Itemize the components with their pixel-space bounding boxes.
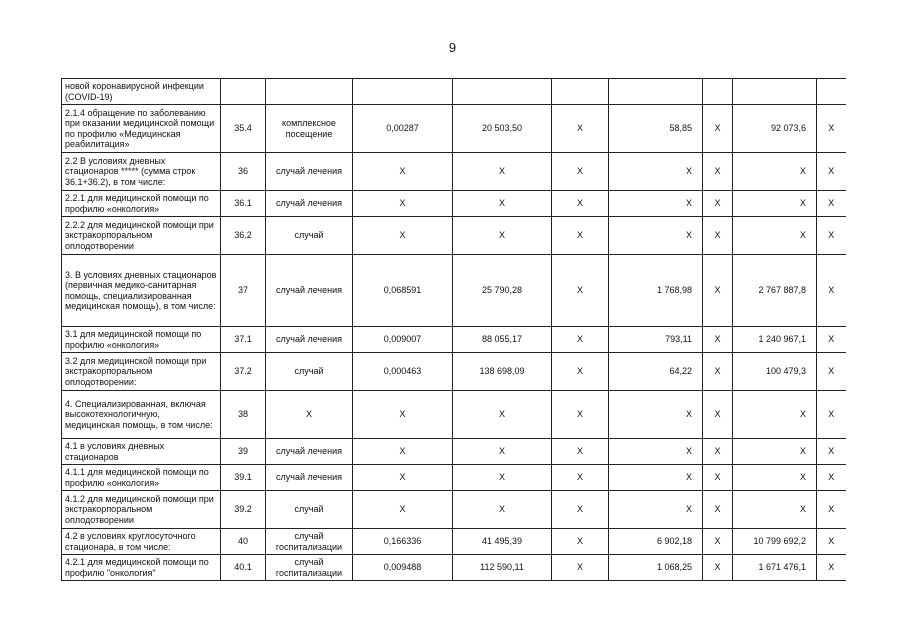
table-row	[62, 555, 846, 581]
row-name: 3.2 для медицинской помощи при экстракорпоральном оплодотворении:	[62, 353, 221, 391]
row-name: 2.2.1 для медицинской помощи по профилю «онкология»	[62, 191, 221, 217]
row-unit: случай	[266, 353, 353, 391]
table-row	[62, 391, 846, 439]
row-mark-1: X	[552, 353, 609, 391]
row-mark-1: X	[552, 439, 609, 465]
row-unit: комплексное посещение	[266, 105, 353, 153]
row-mark-2: X	[703, 255, 733, 327]
row-name: 4. Специализированная, включая высокотехнологичную, медицинская помощь, в том числе:	[62, 391, 221, 439]
row-value-1: X	[353, 191, 453, 217]
row-mark-2: X	[703, 391, 733, 439]
row-value-2: X	[453, 153, 552, 191]
row-value-1: X	[353, 217, 453, 255]
row-value-2: 25 790,28	[453, 255, 552, 327]
row-value-2: X	[453, 465, 552, 491]
row-mark-3: X	[817, 529, 846, 555]
row-name: 2.2.2 для медицинской помощи при экстракорпоральном оплодотворении	[62, 217, 221, 255]
row-value-4	[733, 79, 817, 105]
row-mark-1: X	[552, 491, 609, 529]
table-body	[62, 79, 846, 581]
row-value-1: 0,009488	[353, 555, 453, 581]
row-mark-2: X	[703, 439, 733, 465]
row-unit: X	[266, 391, 353, 439]
row-value-1: 0,000463	[353, 353, 453, 391]
row-mark-1: X	[552, 391, 609, 439]
row-value-3: 6 902,18	[609, 529, 703, 555]
row-mark-3: X	[817, 391, 846, 439]
row-code: 37.1	[221, 327, 266, 353]
row-code: 35.4	[221, 105, 266, 153]
row-value-3: 1 768,98	[609, 255, 703, 327]
table-row	[62, 465, 846, 491]
table-row	[62, 105, 846, 153]
row-mark-2	[703, 79, 733, 105]
row-mark-1: X	[552, 153, 609, 191]
row-mark-3: X	[817, 439, 846, 465]
row-unit: случай	[266, 491, 353, 529]
row-mark-1: X	[552, 327, 609, 353]
row-mark-3	[817, 79, 846, 105]
row-code: 37.2	[221, 353, 266, 391]
row-mark-3: X	[817, 491, 846, 529]
row-name: 4.1.1 для медицинской помощи по профилю «онкология»	[62, 465, 221, 491]
row-value-2: X	[453, 191, 552, 217]
table-row	[62, 491, 846, 529]
row-code: 36.1	[221, 191, 266, 217]
row-unit: случай госпитализации	[266, 529, 353, 555]
row-name: 3.1 для медицинской помощи по профилю «онкология»	[62, 327, 221, 353]
row-unit: случай лечения	[266, 465, 353, 491]
row-value-4: X	[733, 217, 817, 255]
row-value-1	[353, 79, 453, 105]
row-code: 39	[221, 439, 266, 465]
row-code: 36	[221, 153, 266, 191]
row-value-1: 0,166336	[353, 529, 453, 555]
row-unit	[266, 79, 353, 105]
row-code: 39.1	[221, 465, 266, 491]
row-value-2: 88 055,17	[453, 327, 552, 353]
row-code: 40	[221, 529, 266, 555]
row-value-2: X	[453, 491, 552, 529]
row-value-4: X	[733, 465, 817, 491]
row-value-1: 0,068591	[353, 255, 453, 327]
financing-table	[61, 78, 846, 581]
table-row	[62, 79, 846, 105]
row-value-3: X	[609, 439, 703, 465]
row-code: 37	[221, 255, 266, 327]
row-value-2: X	[453, 217, 552, 255]
row-value-4: X	[733, 153, 817, 191]
row-unit: случай	[266, 217, 353, 255]
row-name: 2.1.4 обращение по заболеванию при оказании медицинской помощи по профилю «Медицинская реабилитация»	[62, 105, 221, 153]
row-mark-2: X	[703, 153, 733, 191]
row-value-2: 20 503,50	[453, 105, 552, 153]
row-name: 2.2 В условиях дневных стационаров ***** (сумма строк 36.1+36.2), в том числе:	[62, 153, 221, 191]
row-value-2: 41 495,39	[453, 529, 552, 555]
row-value-3	[609, 79, 703, 105]
row-value-3: 58,85	[609, 105, 703, 153]
row-mark-3: X	[817, 217, 846, 255]
table-row	[62, 217, 846, 255]
row-mark-3: X	[817, 105, 846, 153]
table-row	[62, 191, 846, 217]
row-value-4: 1 240 967,1	[733, 327, 817, 353]
row-mark-2: X	[703, 555, 733, 581]
row-mark-3: X	[817, 153, 846, 191]
row-code: 39.2	[221, 491, 266, 529]
row-name: 4.1.2 для медицинской помощи при экстракорпоральном оплодотворении	[62, 491, 221, 529]
row-mark-2: X	[703, 105, 733, 153]
row-code	[221, 79, 266, 105]
row-value-3: X	[609, 391, 703, 439]
row-mark-3: X	[817, 555, 846, 581]
row-mark-1: X	[552, 105, 609, 153]
row-mark-3: X	[817, 327, 846, 353]
table-row	[62, 439, 846, 465]
row-mark-2: X	[703, 191, 733, 217]
table-row	[62, 255, 846, 327]
row-name: новой коронавирусной инфекции (COVID-19)	[62, 79, 221, 105]
row-mark-1: X	[552, 217, 609, 255]
row-name: 4.2 в условиях круглосуточного стационара, в том числе:	[62, 529, 221, 555]
table-row	[62, 327, 846, 353]
row-value-4: 10 799 692,2	[733, 529, 817, 555]
row-value-3: 1 068,25	[609, 555, 703, 581]
row-mark-3: X	[817, 191, 846, 217]
row-code: 36.2	[221, 217, 266, 255]
row-unit: случай госпитализации	[266, 555, 353, 581]
row-unit: случай лечения	[266, 255, 353, 327]
row-value-1: 0,009007	[353, 327, 453, 353]
row-value-1: X	[353, 439, 453, 465]
table-row	[62, 153, 846, 191]
row-code: 38	[221, 391, 266, 439]
row-value-4: X	[733, 439, 817, 465]
row-value-4: X	[733, 191, 817, 217]
page-number: 9	[448, 40, 457, 55]
row-mark-1: X	[552, 255, 609, 327]
table-row	[62, 353, 846, 391]
row-value-2: X	[453, 439, 552, 465]
row-value-3: X	[609, 217, 703, 255]
row-value-4: 2 767 887,8	[733, 255, 817, 327]
row-value-1: X	[353, 491, 453, 529]
row-value-3: X	[609, 153, 703, 191]
row-unit: случай лечения	[266, 153, 353, 191]
row-unit: случай лечения	[266, 327, 353, 353]
row-value-4: X	[733, 491, 817, 529]
row-name: 4.1 в условиях дневных стационаров	[62, 439, 221, 465]
row-value-4: 100 479,3	[733, 353, 817, 391]
row-unit: случай лечения	[266, 191, 353, 217]
row-mark-2: X	[703, 217, 733, 255]
row-mark-2: X	[703, 353, 733, 391]
row-value-3: 793,11	[609, 327, 703, 353]
row-mark-2: X	[703, 491, 733, 529]
row-mark-2: X	[703, 465, 733, 491]
row-mark-3: X	[817, 465, 846, 491]
table-row	[62, 529, 846, 555]
row-mark-1: X	[552, 529, 609, 555]
row-value-1: X	[353, 153, 453, 191]
row-mark-1: X	[552, 555, 609, 581]
row-value-1: 0,00287	[353, 105, 453, 153]
row-value-4: 1 671 476,1	[733, 555, 817, 581]
row-value-4: 92 073,6	[733, 105, 817, 153]
row-value-2	[453, 79, 552, 105]
row-value-2: 138 698,09	[453, 353, 552, 391]
row-mark-1: X	[552, 465, 609, 491]
row-mark-3: X	[817, 255, 846, 327]
row-value-1: X	[353, 391, 453, 439]
row-value-2: X	[453, 391, 552, 439]
row-value-3: 64,22	[609, 353, 703, 391]
row-mark-1: X	[552, 191, 609, 217]
row-value-1: X	[353, 465, 453, 491]
row-value-4: X	[733, 391, 817, 439]
row-mark-2: X	[703, 327, 733, 353]
row-unit: случай лечения	[266, 439, 353, 465]
row-mark-3: X	[817, 353, 846, 391]
row-name: 4.2.1 для медицинской помощи по профилю "онкология"	[62, 555, 221, 581]
row-name: 3. В условиях дневных стационаров (первичная медико-санитарная помощь, специализированная медицинская помощь), в том числе:	[62, 255, 221, 327]
row-value-2: 112 590,11	[453, 555, 552, 581]
row-value-3: X	[609, 465, 703, 491]
row-code: 40.1	[221, 555, 266, 581]
row-value-3: X	[609, 491, 703, 529]
row-mark-1	[552, 79, 609, 105]
row-mark-2: X	[703, 529, 733, 555]
row-value-3: X	[609, 191, 703, 217]
